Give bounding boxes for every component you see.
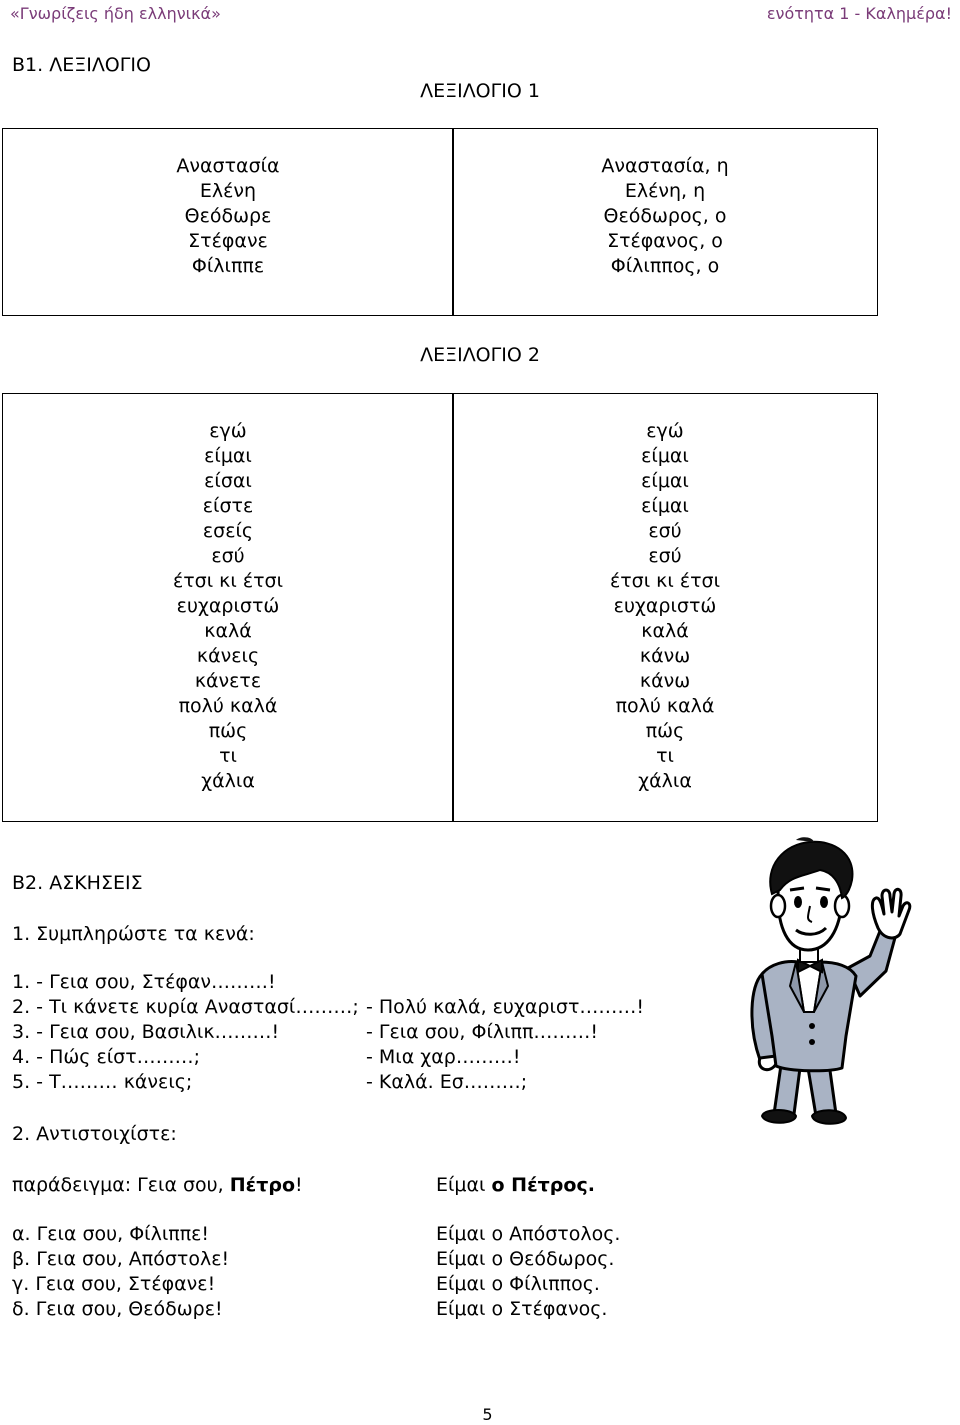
exercise2-greeting: δ. Γεια σου, Θεόδωρε! <box>12 1298 223 1320</box>
example-name: Πέτρο <box>229 1174 296 1196</box>
exercise1-question: 5. - Τ……… κάνεις; <box>12 1071 193 1093</box>
exercise1-question: 3. - Γεια σου, Βασιλικ………! <box>12 1021 280 1043</box>
vocab2-left-item: κάνετε <box>194 670 262 692</box>
vocab2-right-item: εσύ <box>648 545 682 567</box>
exercise2-right-lines <box>436 1222 620 1322</box>
example-answer-bold: ο Πέτρος. <box>491 1174 595 1196</box>
vocab2-right-item: εσύ <box>648 520 682 542</box>
vocab1-right-item: Ελένη, η <box>624 180 706 202</box>
header-right: ενότητα 1 - Καλημέρα! <box>766 4 952 23</box>
vocab2-right-item: κάνω <box>639 645 691 667</box>
vocab2-right-item: εγώ <box>646 420 684 442</box>
vocab2-left-item: εσείς <box>202 520 254 542</box>
exercise1-answer: - Γεια σου, Φίλιππ………! <box>366 1021 599 1043</box>
example-answer <box>436 1173 595 1198</box>
vocab2-right-item: τι <box>656 745 674 767</box>
example-answer-prefix: Είμαι <box>436 1174 492 1196</box>
exercise2-greeting: α. Γεια σου, Φίλιππε! <box>12 1223 210 1245</box>
vocab1-left-item: Στέφανε <box>188 230 268 252</box>
vocab2-right-item: πώς <box>645 720 685 742</box>
vocab2-left-item: καλά <box>204 620 252 642</box>
vocab1-right-item: Θεόδωρος, ο <box>603 205 727 227</box>
exercise1-question: 4. - Πώς είστ………; <box>12 1046 201 1068</box>
vocab1-right-list <box>452 154 878 279</box>
vocab2-right-item: έτσι κι έτσι <box>609 570 721 592</box>
exercise2-response: Είμαι ο Θεόδωρος. <box>436 1248 615 1270</box>
vocab2-left-item: είσαι <box>204 470 252 492</box>
vocab1-right-item: Φίλιππος, ο <box>610 255 720 277</box>
example-suffix: ! <box>295 1174 303 1196</box>
waving-man-illustration <box>700 836 915 1134</box>
vocab1-title: ΛΕΞΙΛΟΓΙΟ 1 <box>420 80 540 102</box>
exercise1-right-lines <box>366 970 644 1095</box>
exercise2-title: 2. Αντιστοιχίστε: <box>12 1123 177 1145</box>
vocab2-right-item: κάνω <box>639 670 691 692</box>
vocab2-left-item: χάλια <box>201 770 255 792</box>
vocab2-right-item: καλά <box>641 620 689 642</box>
vocab2-left-item: είστε <box>202 495 254 517</box>
vocab2-left-item: εγώ <box>209 420 247 442</box>
vocab2-left-list <box>2 419 454 794</box>
vocab2-right-item: πολύ καλά <box>615 695 715 717</box>
vocab1-left-item: Ελένη <box>199 180 257 202</box>
exercise1-answer: - Πολύ καλά, ευχαριστ………! <box>366 996 645 1018</box>
vocab2-right-list <box>452 419 878 794</box>
vocab1-left-item: Φίλιππε <box>191 255 265 277</box>
vocab2-left-item: τι <box>219 745 237 767</box>
vocab2-right-item: είμαι <box>641 445 689 467</box>
vocab2-right-item: χάλια <box>638 770 692 792</box>
section-b2-title: Β2. ΑΣΚΗΣΕΙΣ <box>12 872 143 894</box>
exercise1-question: 2. - Τι κάνετε κυρία Αναστασί………; <box>12 996 359 1018</box>
exercise1-answer: - Μια χαρ………! <box>366 1046 521 1068</box>
vocab2-left-item: εσύ <box>211 545 245 567</box>
vocab1-right-item: Αναστασία, η <box>601 155 729 177</box>
exercise1-answer <box>366 970 644 995</box>
exercise2-response: Είμαι ο Στέφανος. <box>436 1298 608 1320</box>
vocab2-left-item: έτσι κι έτσι <box>172 570 284 592</box>
vocab1-left-list <box>2 154 454 279</box>
vocab1-left-item: Θεόδωρε <box>184 205 272 227</box>
header-left: «Γνωρίζεις ήδη ελληνικά» <box>10 4 221 23</box>
vocab2-left-item: κάνεις <box>196 645 260 667</box>
page-number: 5 <box>482 1405 493 1424</box>
vocab1-right-item: Στέφανος, ο <box>607 230 723 252</box>
vocab2-left-item: είμαι <box>204 445 252 467</box>
exercise2-greeting: β. Γεια σου, Απόστολε! <box>12 1248 230 1270</box>
vocab2-left-item: πολύ καλά <box>178 695 278 717</box>
section-b1-title: Β1. ΛΕΞΙΛΟΓΙΟ <box>12 54 151 76</box>
vocab2-title: ΛΕΞΙΛΟΓΙΟ 2 <box>420 344 540 366</box>
vocab2-right-item: ευχαριστώ <box>613 595 717 617</box>
vocab2-left-item: πώς <box>208 720 248 742</box>
exercise2-response: Είμαι ο Φίλιππος. <box>436 1273 600 1295</box>
exercise1-left-lines <box>12 970 359 1095</box>
exercise2-left-lines <box>12 1222 229 1322</box>
exercise1-question: 1. - Γεια σου, Στέφαν………! <box>12 971 276 993</box>
exercise1-answer: - Καλά. Εσ………; <box>366 1071 528 1093</box>
vocab2-right-item: είμαι <box>641 470 689 492</box>
example-line <box>12 1173 303 1198</box>
vocab2-right-item: είμαι <box>641 495 689 517</box>
exercise1-title: 1. Συμπληρώστε τα κενά: <box>12 923 255 945</box>
exercise2-response: Είμαι ο Απόστολος. <box>436 1223 621 1245</box>
vocab1-left-item: Αναστασία <box>176 155 280 177</box>
vocab2-left-item: ευχαριστώ <box>176 595 280 617</box>
example-prefix: παράδειγμα: Γεια σου, <box>12 1174 230 1196</box>
exercise2-greeting: γ. Γεια σου, Στέφανε! <box>12 1273 216 1295</box>
